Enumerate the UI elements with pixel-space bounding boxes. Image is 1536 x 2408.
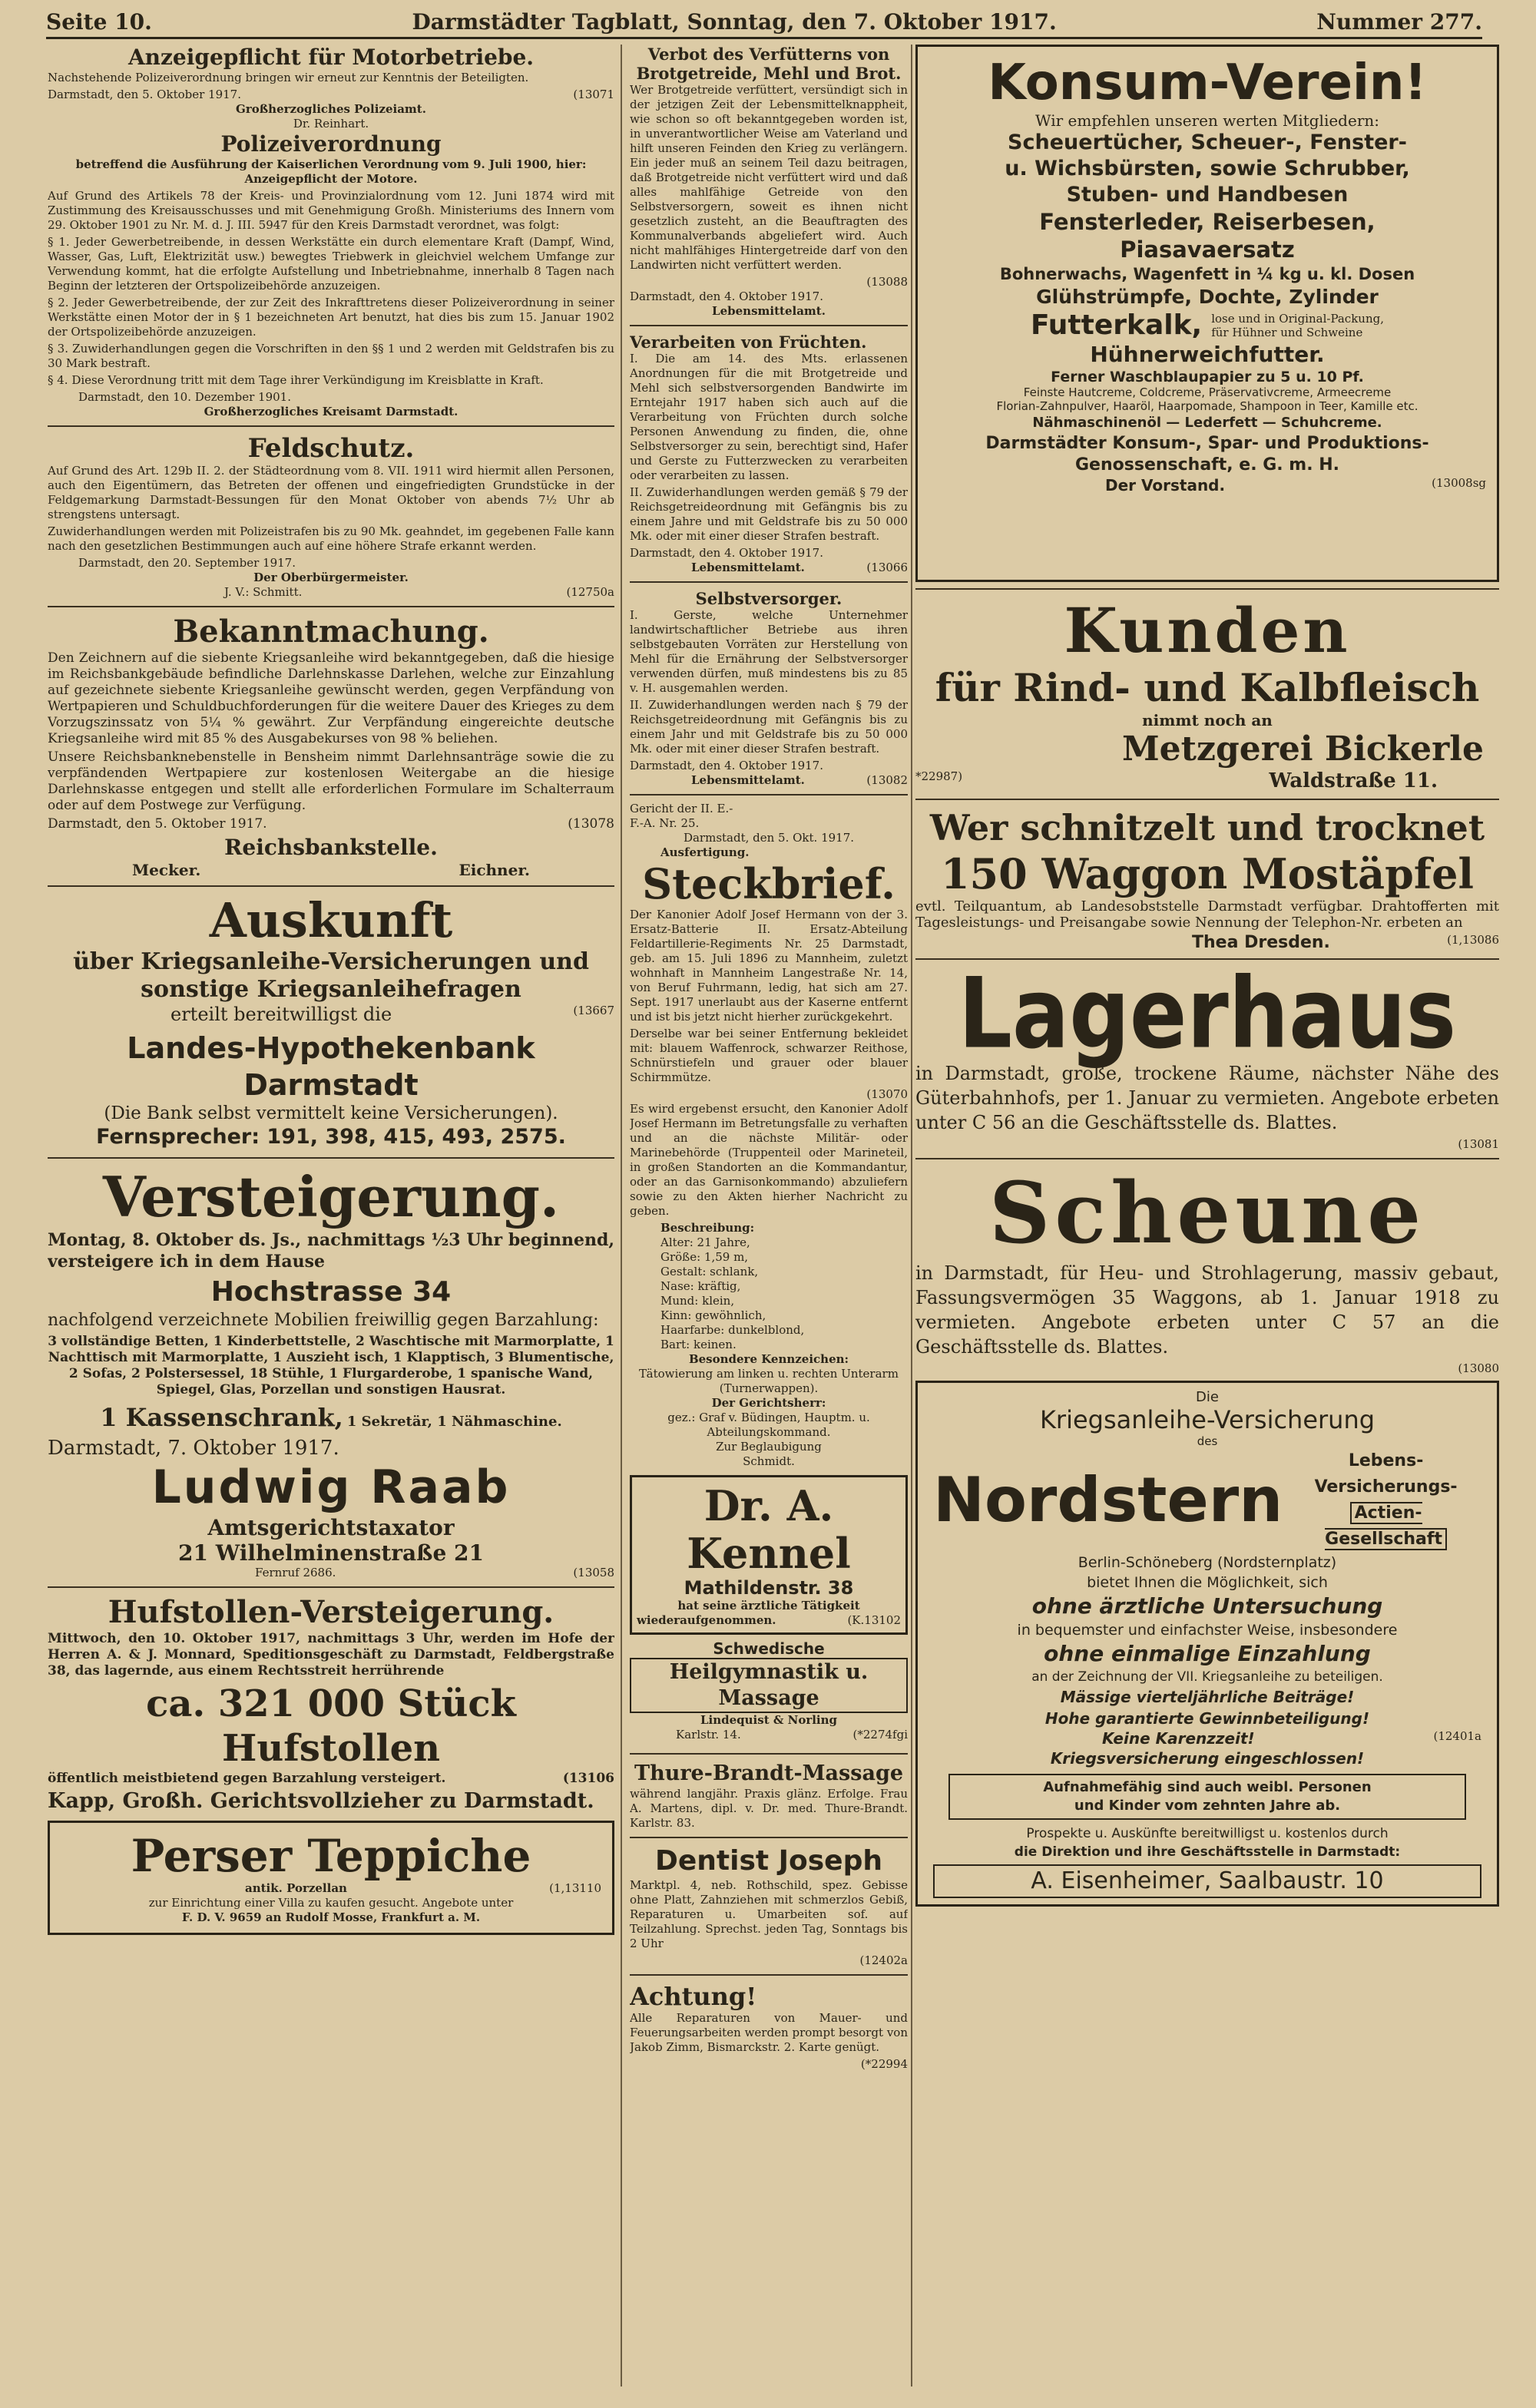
ad-text: Alle Reparaturen von Mauer- und Feuerungsarbeiten werden prompt besorgt von Jakob Zimm, Bismarckstr. 2. Karte genügt. — [630, 2011, 908, 2054]
ad-ref: (13058 — [573, 1566, 614, 1579]
description-item: Mund: klein, — [660, 1294, 735, 1308]
notice-label: Ausfertigung. — [660, 845, 750, 859]
ad-line: in bequemster und einfachster Weise, insbesondere — [1017, 1622, 1398, 1639]
ad-line: Prospekte u. Auskünfte bereitwilligst u. kostenlos durch — [1026, 1826, 1389, 1841]
notice-ref: (13070 — [866, 1087, 908, 1101]
notice-paragraph: § 1. Jeder Gewerbetreibende, in dessen Werkstätte ein durch elementare Kraft (Dampf, Wind, Wasser, Gas, Luft, Elektrizität usw.) bewegtes Triebwerk in gleichviel welchem Umfange zur Verwendung kommt, hat die erfolgte Aufstellung und Inbetriebnahme, innerhalb 8 Tagen nach Beginn der letzteren der Ortspolizeibehörde anzuzeigen. — [48, 235, 614, 293]
notice-court: Gericht der II. E.-F.-A. Nr. 25. — [630, 802, 733, 830]
ad-futter-row — [929, 309, 1486, 341]
description-item: Kinn: gewöhnlich, — [660, 1308, 766, 1322]
ad-perser-teppiche — [48, 1821, 614, 1935]
notice-label: Der Gerichtsherr: — [711, 1396, 826, 1410]
ad-text: Montag, 8. Oktober ds. Js., nachmittags ½3 Uhr beginnend, versteigere ich in dem Hause — [48, 1230, 614, 1272]
ad-line: Lebens-Versicherungs- — [1314, 1451, 1458, 1497]
notice-office: Der Oberbürgermeister. — [253, 571, 409, 584]
notice-steckbrief — [630, 802, 908, 1469]
notice-paragraph: Der Kanonier Adolf Josef Hermann von der 3. Ersatz-Batterie II. Ersatz-Abteilung Feldartillerie-Regiments Nr. 25 Darmstadt, geb. am 15. Juli 1896 zu Mannheim, zuletzt wohnhaft in Mannheim Langestraße Nr. 14, von Beruf Fuhrmann, ledig, hat sich am 27. Sept. 1917 unerlaubt aus der Kaserne entfernt und ist bis jetzt nicht hierher zurückgekehrt. — [630, 908, 908, 1024]
notice-paragraph: I. Gerste, welche Unternehmer landwirtschaftlicher Betriebe aus ihren selbstgebauten Vorräten zur Herstellung von Mehl für die Ernährung der Selbstversorger verwenden dürfen, muß mindestens bis zu 85 v. H. ausgemahlen werden. — [630, 608, 908, 695]
notice-heading: Polizeiverordnung — [220, 131, 442, 157]
notice-paragraph: Derselbe war bei seiner Entfernung bekleidet mit: blauem Waffenrock, schwarzer Reithose, Schnürstiefeln und grauer oder blauer Schirmmütze. — [630, 1027, 908, 1084]
ad-ref: (*2274fgi — [852, 1728, 908, 1742]
ad-ref: (1,13110 — [549, 1881, 601, 1895]
notice-paragraph: Wer Brotgetreide verfüttert, versündigt sich in der jetzigen Zeit der Lebensmittelknappheit, wie schon so oft bekanntgegeben worden ist, in unverantwortlicher Weise am Vaterland und hilft unseren Feinden den Krieg zu verlängern. Ein jeder muß an seinem Teil dazu beitragen, daß Brotgetreide nicht verfüttert wird und daß alles mahlfähige Getreide von den Selbstversorgern, soweit es ihnen nicht gesetzlich zusteht, an die Beauftragten des Kommunalverbands abgeliefert wird. Auch nicht mahlfähiges Hintergetreide darf von den Landwirten nicht verfüttert werden. — [630, 83, 908, 272]
ad-ref: (13667 — [573, 1004, 614, 1017]
ad-text: hat seine ärztliche Tätigkeit — [677, 1599, 860, 1612]
column-rule — [621, 45, 622, 2386]
notice-ref: (13082 — [866, 773, 908, 787]
page-number: Seite 10. — [46, 8, 152, 35]
ad-title: Kunden — [1064, 594, 1351, 666]
ad-line: und Kinder vom zehnten Jahre ab. — [1074, 1798, 1341, 1814]
ad-text: in Darmstadt, große, trockene Räume, nächster Nähe des Güterbahnhofs, per 1. Januar zu vermieten. Angebote erbeten unter C 56 an die Geschäftsstelle ds. Blattes. — [915, 1063, 1499, 1133]
column-middle — [630, 45, 908, 2386]
notice-paragraph: Zuwiderhandlungen werden mit Polizeistrafen bis zu 90 Mk. geahndet, im gegebenen Falle kann nach den gesetzlichen Bestimmungen auch auf eine höhere Strafe erkannt werden. — [48, 524, 614, 553]
ad-name: Dr. A. Kennel — [687, 1481, 851, 1578]
ad-text: evtl. Teilquantum, ab Landesobststelle Darmstadt verfügbar. Drahtofferten mit Tagesleistungs- und Preisangabe sowie Nennung der Telephon-Nr. erbeten an — [915, 898, 1499, 931]
ad-line: Glühstrümpfe, Dochte, Zylinder — [1036, 286, 1379, 308]
ad-ref: (13080 — [1458, 1361, 1499, 1375]
ad-line: Actien-Gesellschaft — [1325, 1502, 1447, 1550]
ad-subtitle: antik. Porzellan — [245, 1881, 347, 1895]
ad-konsum-verein — [915, 45, 1499, 582]
ad-signer: Der Vorstand. — [1105, 476, 1226, 495]
ad-auskunft — [48, 893, 614, 1151]
notice-date: Darmstadt, den 5. Oktober 1917. — [48, 816, 267, 832]
notice-office: Großherzogliches Polizeiamt. — [236, 102, 426, 116]
notice-signer: Schmidt. — [743, 1454, 795, 1468]
ad-kennel — [630, 1475, 908, 1635]
notice-label: Beschreibung: — [660, 1221, 755, 1235]
notice-signer: Eichner. — [458, 861, 530, 879]
ad-line: bietet Ihnen die Möglichkeit, sich — [1087, 1574, 1328, 1591]
ad-line: nimmt noch an — [1142, 711, 1273, 729]
ad-line: Kriegsversicherung eingeschlossen! — [1050, 1749, 1365, 1768]
notice-feldschutz — [48, 433, 614, 600]
description-list — [630, 1235, 908, 1352]
notice-signer: Dr. Reinhart. — [293, 117, 369, 131]
notice-office: Lebensmittelamt. — [691, 561, 805, 574]
notice-paragraph: Es wird ergebenst ersucht, den Kanonier Adolf Josef Hermann im Betretungsfalle zu verhaften und an die nächste Militär- oder Marinebehörde (Truppenteil oder Marineteil, in großen Standorten an die Kommandantur, oder an das Garnisonkommando) abzuliefern sowie zu den Akten hierher Nachricht zu geben. — [630, 1102, 908, 1218]
ad-line: Feinste Hautcreme, Coldcreme, Präservativcreme, Armeecreme — [1023, 385, 1392, 399]
ad-name: Ludwig Raab — [151, 1460, 511, 1514]
description-item: Größe: 1,59 m, — [660, 1250, 749, 1264]
notice-date: Darmstadt, den 10. Dezember 1901. — [78, 390, 291, 404]
notice-title: Bekanntmachung. — [173, 614, 489, 650]
ad-text: lose und in Original-Packung, — [1211, 311, 1384, 326]
ad-kunden — [915, 596, 1499, 792]
notice-title: Selbstversorger. — [695, 589, 842, 608]
ad-role: Amtsgerichtstaxator — [207, 1515, 455, 1540]
description-item: Bart: keinen. — [660, 1338, 737, 1351]
ad-highlight: Hühnerweichfutter. — [1090, 342, 1325, 367]
ad-text: wiederaufgenommen. — [637, 1613, 776, 1627]
ad-ref: (13081 — [1458, 1137, 1499, 1151]
notice-office: Großherzogliches Kreisamt Darmstadt. — [204, 405, 458, 418]
ad-versteigerung — [48, 1165, 614, 1580]
ad-highlight: 1 Kassenschrank, — [100, 1403, 343, 1432]
notice-motor — [48, 45, 614, 419]
ad-title: 150 Waggon Mostäpfel — [940, 849, 1475, 898]
notice-office: Reichsbankstelle. — [224, 835, 438, 860]
ad-line: an der Zeichnung der VII. Kriegsanleihe zu beteiligen. — [1031, 1669, 1383, 1685]
ad-text: in Darmstadt, für Heu- und Strohlagerung, massiv gebaut, Fassungsvermögen 35 Waggons, ab 1. Januar 1918 zu vermieten. Angebote erbeten unter C 57 an die Geschäftsstelle ds. Blattes. — [915, 1262, 1499, 1358]
notice-title: Steckbrief. — [642, 859, 895, 908]
ad-line: Stuben- und Handbesen — [1066, 183, 1349, 207]
ad-brand: Nordstern — [933, 1464, 1283, 1536]
ad-title: Hufstollen-Versteigerung. — [108, 1594, 554, 1630]
ad-text: zur Einrichtung einer Villa zu kaufen gesucht. Angebote unter — [148, 1896, 514, 1910]
ad-line: Hohe garantierte Gewinnbeteiligung! — [1044, 1709, 1370, 1728]
column-rule — [911, 45, 912, 2386]
notice-title: Anzeigepflicht für Motorbetriebe. — [127, 45, 535, 70]
ad-scheune — [915, 1163, 1499, 1376]
ad-highlight: Futterkalk, — [1031, 309, 1203, 341]
ad-title: Auskunft — [209, 892, 453, 948]
notice-ref: (13078 — [568, 816, 614, 832]
ad-highlight: ca. 321 000 Stück Hufstollen — [146, 1682, 516, 1770]
ad-text: öffentlich meistbietend gegen Barzahlung versteigert. — [48, 1771, 446, 1786]
ad-box — [948, 1774, 1466, 1820]
notice-office: Lebensmittelamt. — [691, 773, 805, 787]
notice-date: Darmstadt, den 5. Okt. 1917. — [683, 831, 855, 845]
ad-title: Dentist Joseph — [654, 1845, 882, 1877]
notice-ref: (13088 — [866, 275, 908, 289]
ad-text: 1 Sekretär, 1 Nähmaschine. — [346, 1414, 562, 1430]
description-item: Gestalt: schlank, — [660, 1265, 759, 1278]
notice-text: Tätowierung am linken u. rechten Unterarm (Turnerwappen). — [639, 1367, 899, 1395]
notice-date: Darmstadt, den 4. Oktober 1917. — [630, 289, 823, 303]
ad-text: Mittwoch, den 10. Oktober 1917, nachmittags 3 Uhr, werden im Hofe der Herren A. & J. Monnard, Speditionsgeschäft zu Darmstadt, Feldbergstraße 38, das lagernde, aus einem Rechtsstreit herrührende — [48, 1631, 614, 1679]
ad-highlight: ohne ärztliche Untersuchung — [1031, 1593, 1383, 1619]
ad-ref: (12401a — [1433, 1729, 1481, 1743]
notice-date: Darmstadt, den 20. September 1917. — [78, 556, 296, 570]
ad-line: sonstige Kriegsanleihefragen — [141, 976, 521, 1003]
ad-line: Berlin-Schöneberg (Nordsternplatz) — [1078, 1554, 1337, 1571]
ad-text: für Hühner und Schweine — [1211, 325, 1363, 339]
ad-mostaepfel — [915, 806, 1499, 952]
ad-intro: Wir empfehlen unseren werten Mitgliedern: — [1035, 111, 1379, 130]
ad-achtung — [630, 1982, 908, 2072]
ad-line: Ferner Waschblaupapier zu 5 u. 10 Pf. — [1051, 369, 1364, 385]
ad-ref: (1,13086 — [1447, 933, 1499, 947]
ad-signer: Kapp, Großh. Gerichtsvollzieher zu Darmstadt. — [48, 1789, 594, 1813]
ad-heilgymnastik — [630, 1635, 908, 1747]
ad-address: 21 Wilhelminenstraße 21 — [178, 1540, 484, 1566]
notice-paragraph: I. Die am 14. des Mts. erlassenen Anordnungen für die mit Brotgetreide und Mehl sich selbstversorgenden Bandwirte im Erntejahr 1917 haben sich auch auf die Verarbeitung von Früchten durch solche Personen Anwendung zu finden, die, ohne Selbstversorger zu sein, berechtigt sind, Hafer und Gerste zu Futterzwecken zu verarbeiten oder verarbeiten zu lassen. — [630, 352, 908, 482]
ad-brand-row — [933, 1448, 1481, 1553]
notice-text: Nachstehende Polizeiverordnung bringen wir erneut zur Kenntnis der Beteiligten. — [48, 71, 529, 84]
notice-fruechte — [630, 332, 908, 575]
notice-selbstversorger — [630, 589, 908, 788]
notice-title: Verbot des Verfütterns von Brotgetreide, Mehl und Brot. — [636, 45, 902, 83]
ad-line: Fensterleder, Reiserbesen, — [1039, 209, 1375, 235]
ad-ref: (12402a — [859, 1953, 908, 1967]
ad-ref: *22987) — [915, 769, 963, 783]
ad-name: Metzgerei Bickerle — [1121, 729, 1484, 769]
ad-text: nachfolgend verzeichnete Mobilien freiwillig gegen Barzahlung: — [48, 1311, 599, 1330]
ad-text: Marktpl. 4, neb. Rothschild, spez. Gebisse ohne Platt, Zahnziehen mit schmerzlos Gebiß, Reparaturen u. Umarbeiten sof. auf Teilzahlung. Sprechst. jeden Tag, Sonntags bis 2 Uhr — [630, 1878, 908, 1950]
ad-line: Piasavaersatz — [1120, 237, 1295, 263]
notice-subtitle: betreffend die Ausführung der Kaiserlichen Verordnung vom 9. Juli 1900, hier: Anzeigepflicht der Motore. — [75, 157, 587, 186]
ad-date: Darmstadt, 7. Oktober 1917. — [48, 1437, 339, 1460]
notice-paragraph: § 3. Zuwiderhandlungen gegen die Vorschriften in den §§ 1 und 2 werden mit Geldstrafen bis zu 30 Mark bestraft. — [48, 342, 614, 370]
ad-line: erteilt bereitwilligst die — [170, 1004, 392, 1025]
notice-paragraph: § 4. Diese Verordnung tritt mit dem Tage ihrer Verkündigung im Kreisblatte in Kraft. — [48, 373, 544, 387]
ad-line: die Direktion und ihre Geschäftsstelle in Darmstadt: — [1014, 1844, 1401, 1860]
ad-line: Aufnahmefähig sind auch weibl. Personen — [1043, 1779, 1372, 1795]
notice-paragraph: Den Zeichnern auf die siebente Kriegsanleihe wird bekanntgegeben, daß die hiesige im Reichsbankgebäude befindliche Darlehnskasse Darlehen, welche zur Einzahlung auf gezeichnete siebente Kriegsanleihe gewünscht werden, gegen Verpfändung von Wertpapieren und Schuldbuchforderungen für die weitere Dauer des Krieges zu dem Vorzugszinssatz von 5¼ % gewährt. Zur Verpfändung eingereichte deutsche Kriegsanleihe wird mit 85 % des Ausgabekurses von 98 % beliehen. — [48, 650, 614, 746]
ad-address: Waldstraße 11. — [1269, 769, 1438, 792]
notice-text: gez.: Graf v. Büdingen, Hauptm. u. Abteilungskommand. — [667, 1411, 870, 1439]
notice-title: Feldschutz. — [247, 433, 415, 464]
notice-date: Darmstadt, den 5. Oktober 1917. — [48, 88, 241, 101]
notice-verbot — [630, 45, 908, 319]
ad-title: Lagerhaus — [958, 957, 1457, 1070]
ad-line: Nähmaschinenöl — Lederfett — Schuhcreme. — [1032, 415, 1382, 431]
ad-dentist — [630, 1844, 908, 1968]
ad-line: des — [1197, 1434, 1218, 1448]
notice-ref: (12750a — [566, 585, 614, 599]
ad-title: Wer schnitzelt und trocknet — [929, 807, 1485, 848]
ad-title: Versteigerung. — [102, 1164, 560, 1229]
ad-lagerhaus — [915, 957, 1499, 1152]
notice-paragraph: Auf Grund des Artikels 78 der Kreis- und Provinzialordnung vom 12. Juni 1874 wird mit Zustimmung des Kreisausschusses und mit Genehmigung Großh. Ministeriums des Innern vom 29. Oktober 1901 zu Nr. M. d. J. III. 5947 für den Kreis Darmstadt verordnet, was folgt: — [48, 189, 614, 232]
ad-line: Die — [1196, 1389, 1219, 1405]
ad-ref: (*22994 — [860, 2057, 908, 2071]
ad-phone: Fernruf 2686. — [255, 1566, 336, 1579]
notice-date: Darmstadt, den 4. Oktober 1917. — [630, 759, 823, 772]
ad-line: Schwedische — [713, 1639, 825, 1658]
ad-thure-brandt — [630, 1761, 908, 1831]
page-header — [46, 6, 1482, 39]
notice-ref: (13066 — [866, 561, 908, 574]
notice-ref: (13071 — [573, 88, 614, 101]
notice-paragraph: Auf Grund des Art. 129b II. 2. der Städteordnung vom 8. VII. 1911 wird hiermit allen Personen, auch den Eigentümern, das Betreten der offenen und eingefriedigten Grundstücke in der Feldgemarkung Darmstadt-Bessungen für den Monat Oktober von abends 7½ Uhr ab strengstens untersagt. — [48, 464, 614, 521]
description-item: Haarfarbe: dunkelblond, — [660, 1323, 805, 1337]
ad-line: Darmstädter Konsum-, Spar- und Produktions- — [985, 434, 1429, 453]
ad-line: für Rind- und Kalbfleisch — [935, 665, 1480, 710]
notice-paragraph: II. Zuwiderhandlungen werden gemäß § 79 der Reichsgetreideordnung mit Gefängnis bis zu einem Jahre und mit Geldstrafe bis zu 50 000 Mk. oder mit einer dieser Strafen bestraft. — [630, 485, 908, 543]
notice-label: Zur Beglaubigung — [716, 1440, 822, 1454]
ad-title: Heilgymnastik u. Massage — [630, 1658, 908, 1713]
newspaper-title: Darmstädter Tagblatt, Sonntag, den 7. Oktober 1917. — [412, 8, 1057, 35]
ad-name: Thea Dresden. — [1192, 933, 1330, 952]
ad-ref: (13008sg — [1432, 476, 1486, 490]
notice-office: Lebensmittelamt. — [712, 304, 826, 318]
ad-text: F. D. V. 9659 an Rudolf Mosse, Frankfurt a. M. — [181, 1910, 481, 1924]
ad-title: Perser Teppiche — [131, 1830, 531, 1882]
ad-title: Konsum-Verein! — [988, 55, 1427, 111]
ad-line: Kriegsanleihe-Versicherung — [1039, 1405, 1375, 1434]
ad-highlight: ohne einmalige Einzahlung — [1044, 1641, 1371, 1666]
ad-line: über Kriegsanleihe-Versicherungen und — [73, 948, 589, 975]
ad-text: während langjähr. Praxis glänz. Erfolge. Frau A. Martens, dipl. v. Dr. med. Thure-Brandt. Karlstr. 83. — [630, 1787, 908, 1830]
ad-hufstollen — [48, 1594, 614, 1813]
ad-line: Bohnerwachs, Wagenfett in ¼ kg u. kl. Dosen — [999, 265, 1415, 283]
column-left — [48, 45, 614, 2386]
ad-line: Scheuertücher, Scheuer-, Fenster- — [1008, 131, 1407, 154]
ad-line: Keine Karenzzeit! — [1102, 1729, 1255, 1748]
description-item: Alter: 21 Jahre, — [660, 1235, 750, 1249]
notice-paragraph: Unsere Reichsbanknebenstelle in Bensheim nimmt Darlehnsanträge sowie die zu verpfändenden Wertpapiere zur kostenlosen Weitergabe an die hiesige Darlehnskasse entgegen und stellt alle erforderlichen Formulare im Schalterraum oder auf dem Postwege zur Verfügung. — [48, 749, 614, 813]
ad-brand-sub — [1290, 1448, 1481, 1553]
ad-line: u. Wichsbürsten, sowie Schrubber, — [1005, 157, 1410, 180]
ad-phone: Fernsprecher: 191, 398, 415, 493, 2575. — [96, 1125, 566, 1149]
ad-bank-name: Landes-Hypothekenbank Darmstadt — [127, 1031, 535, 1102]
ad-items: 3 vollständige Betten, 1 Kinderbettstelle, 2 Waschtische mit Marmorplatte, 1 Nachttisch mit Marmorplatte, 1 Auszieht isch, 1 Klapptisch, 3 Blumentische, 2 Sofas, 2 Polstersessel, 18 Stühle, 1 Flurgarderobe, 1 spanische Wand, Spiegel, Glas, Porzellan und sonstigen Hausrat. — [48, 1334, 614, 1398]
notice-bekanntmachung — [48, 614, 614, 879]
notice-date: Darmstadt, den 4. Oktober 1917. — [630, 546, 823, 560]
ad-title: Thure-Brandt-Massage — [634, 1761, 904, 1785]
notice-paragraph: § 2. Jeder Gewerbetreibende, der zur Zeit des Inkrafttretens dieser Polizeiverordnung in seiner Werkstätte einen Motor der in § 1 bezeichneten Art benutzt, hat dies bis zum 15. Januar 1902 der Ortspolizeibehörde anzuzeigen. — [48, 296, 614, 339]
ad-ref: (13106 — [562, 1771, 614, 1786]
ad-line: Florian-Zahnpulver, Haaröl, Haarpomade, Shampoon in Teer, Kamille etc. — [996, 399, 1418, 413]
ad-note: (Die Bank selbst vermittelt keine Versicherungen). — [104, 1103, 558, 1123]
ad-names: Lindequist & Norling — [700, 1713, 838, 1727]
notice-signer: J. V.: Schmitt. — [224, 585, 303, 599]
ad-title: Scheune — [988, 1163, 1426, 1262]
ad-address: A. Eisenheimer, Saalbaustr. 10 — [933, 1864, 1481, 1898]
ad-line: Mässige vierteljährliche Beiträge! — [1060, 1688, 1355, 1706]
ad-address: Karlstr. 14. — [676, 1728, 741, 1742]
ad-address: Hochstrasse 34 — [210, 1276, 452, 1308]
notice-title: Verarbeiten von Früchten. — [630, 332, 867, 352]
notice-label: Besondere Kennzeichen: — [688, 1352, 849, 1366]
column-right — [915, 45, 1499, 2386]
issue-number: Nummer 277. — [1316, 8, 1482, 35]
description-item: Nase: kräftig, — [660, 1279, 741, 1293]
ad-ref: (K.13102 — [847, 1613, 901, 1627]
ad-text-block — [1211, 312, 1384, 339]
notice-signer: Mecker. — [132, 861, 201, 879]
ad-address: Mathildenstr. 38 — [684, 1577, 854, 1599]
ad-title: Achtung! — [630, 1982, 757, 2011]
ad-line: Genossenschaft, e. G. m. H. — [1075, 455, 1339, 475]
ad-nordstern — [915, 1381, 1499, 1907]
notice-paragraph: II. Zuwiderhandlungen werden nach § 79 der Reichsgetreideordnung mit Gefängnis bis zu einem Jahr und mit Geldstrafe bis zu 50 000 Mk. oder mit einer dieser Strafen bestraft. — [630, 698, 908, 756]
